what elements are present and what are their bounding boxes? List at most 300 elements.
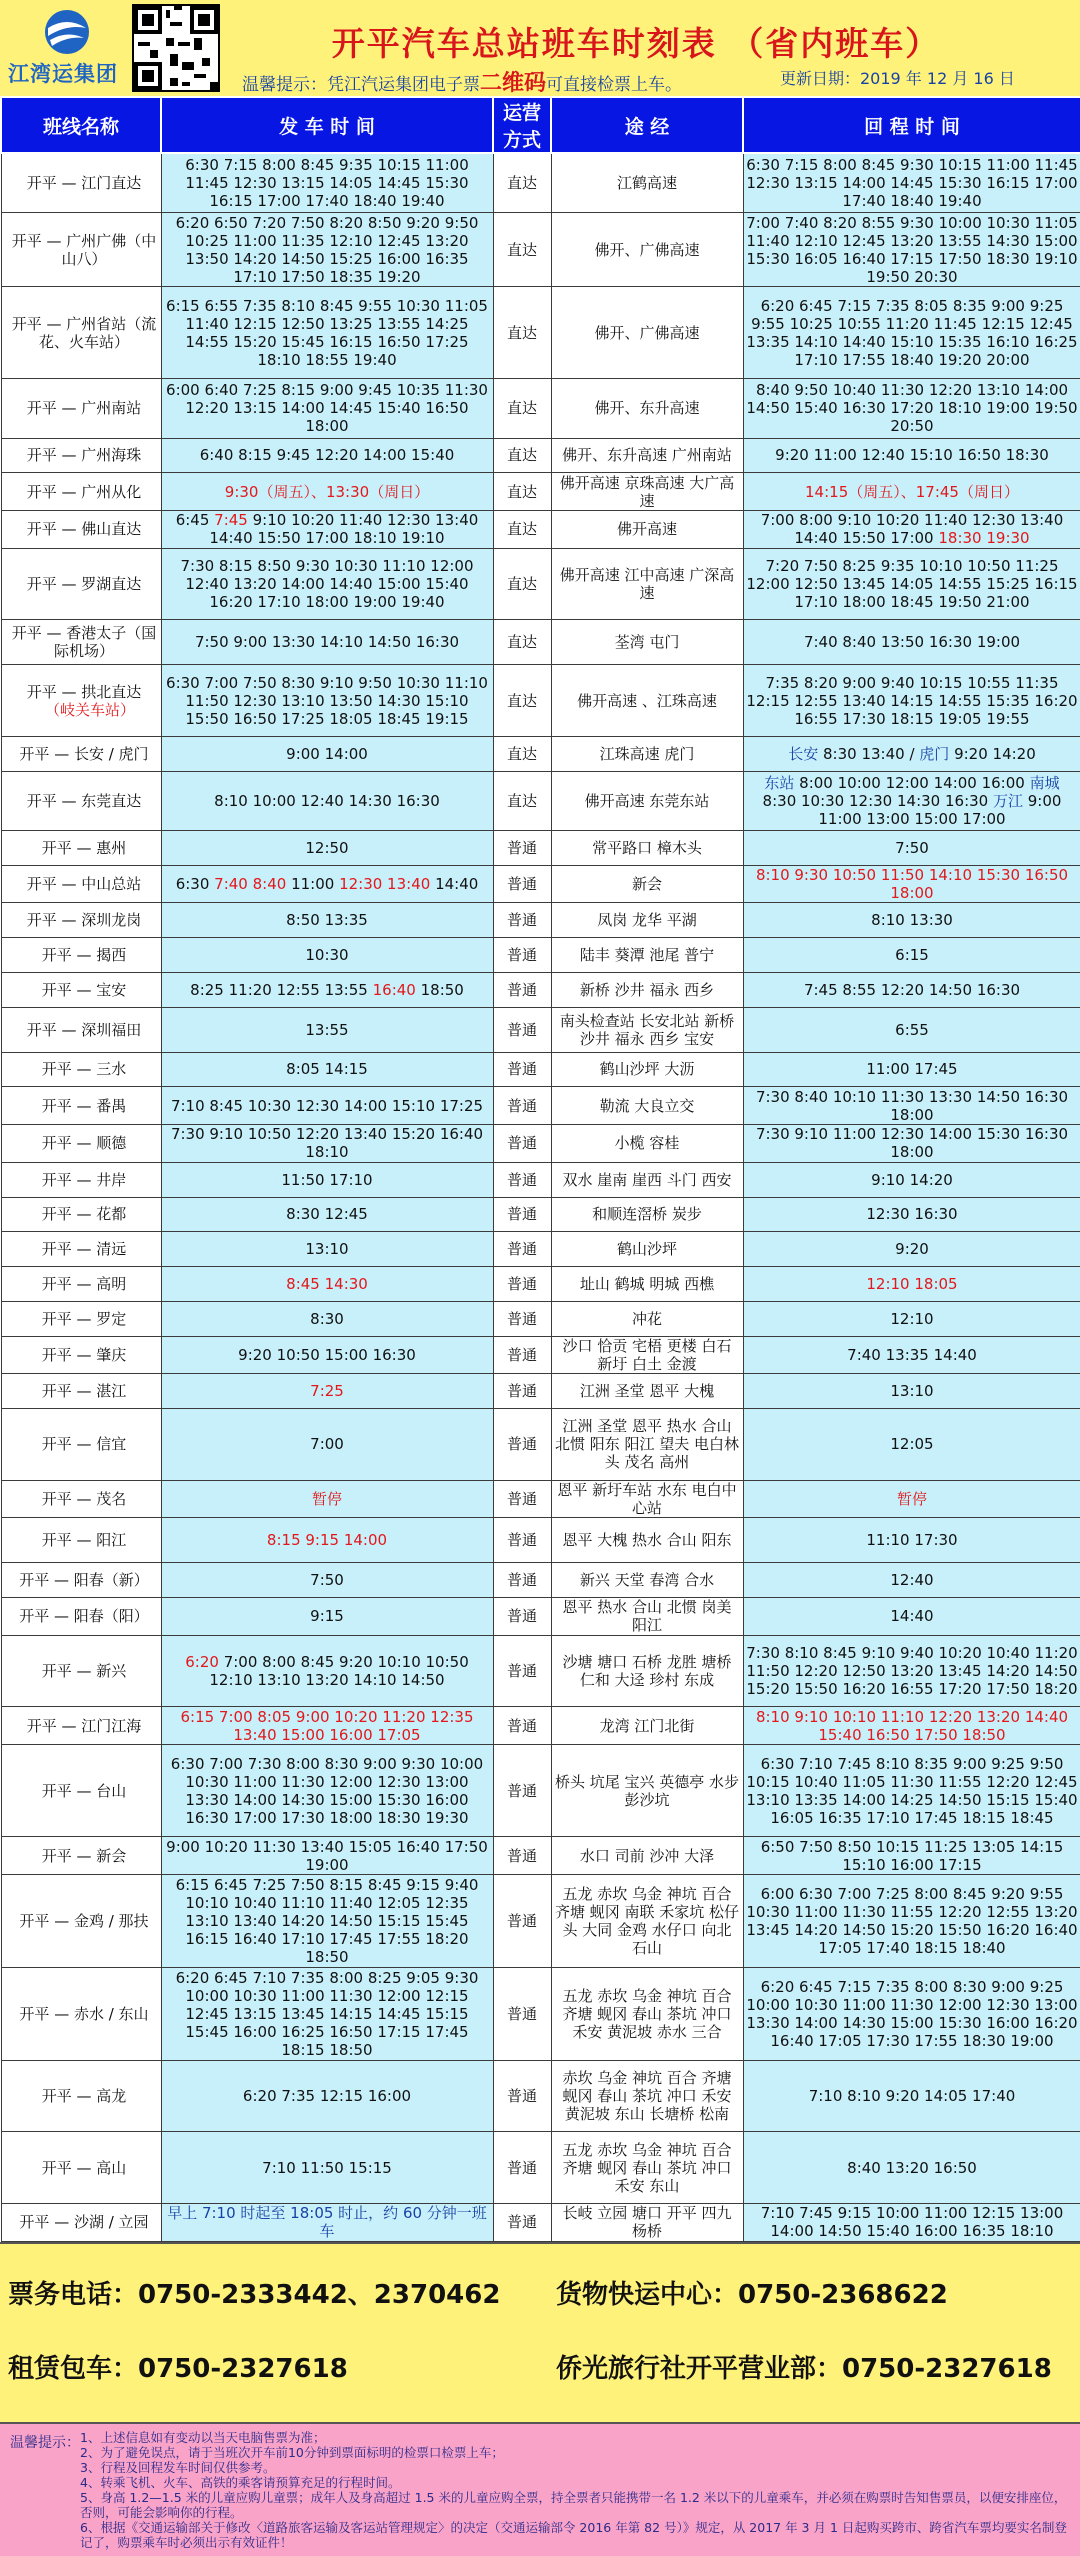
- route-name-cell: [1, 1745, 161, 1837]
- table-row: [1, 287, 1080, 379]
- via-cell: 佛开、广佛高速: [551, 287, 743, 379]
- mode-cell: 普通: [493, 865, 551, 903]
- departure-times-cell: [161, 1480, 493, 1518]
- return-times-cell: [743, 1745, 1080, 1837]
- via-cell: 长岐 立园 塘口 开平 四九 杨桥: [551, 2203, 743, 2241]
- time-text: 9:30（周五）、13:30（周日）: [224, 482, 430, 501]
- route-name: 开平 — 中山总站: [26, 874, 142, 893]
- time-text: 7:00 7:40 8:20 8:55 9:30 10:00 10:30 11:05 11:40 12:10 12:45 13:20 13:55 14:30 15:00 15:30 16:05 16:40 17:15 17:50 18:30 19:10 19:50 20:30: [746, 213, 1078, 286]
- table-row: [1, 1197, 1080, 1232]
- via-cell: 江洲 圣堂 恩平 大槐: [551, 1374, 743, 1409]
- time-text: 6:55: [895, 1020, 929, 1039]
- via-cell: 鹤山沙坪 大沥: [551, 1052, 743, 1087]
- time-text: 11:00 17:45: [866, 1060, 958, 1079]
- route-name-cell: [1, 1967, 161, 2060]
- cargo-phone: 货物快运中心：0750-2368622: [556, 2280, 948, 2310]
- route-name: 开平 — 香港太子（国际机场）: [11, 624, 157, 661]
- via-cell: 水口 司前 沙冲 大泽: [551, 1837, 743, 1875]
- notes-panel: [0, 2422, 1080, 2556]
- via-cell: 桥头 坑尾 宝兴 英德亭 水步 彭沙坑: [551, 1745, 743, 1837]
- route-name-cell: [1, 548, 161, 620]
- table-row: [1, 153, 1080, 212]
- departure-times-cell: [161, 1598, 493, 1636]
- return-times-cell: [743, 972, 1080, 1007]
- mode-cell: 直达: [493, 287, 551, 379]
- page-title: 开平汽车总站班车时刻表 （省内班车）: [331, 24, 941, 63]
- time-text: 7:25: [310, 1382, 344, 1401]
- notes-title: 温馨提示：: [10, 2435, 80, 2451]
- via-cell: 赤坎 乌金 神坑 百合 齐塘 蚬冈 春山 茶坑 冲口 禾安 黄泥坡 东山 长塘桥 松南: [551, 2060, 743, 2132]
- mode-cell: 直达: [493, 438, 551, 473]
- mode-cell: 普通: [493, 1707, 551, 1745]
- route-name-sub: （岐关车站）: [44, 700, 135, 719]
- time-text: 6:15 7:00 8:05 9:00 10:20 11:20 12:35 13:40 15:00 16:00 17:05: [180, 1707, 474, 1744]
- time-text: 13:10: [305, 1240, 349, 1259]
- mode-cell: 普通: [493, 1518, 551, 1563]
- departure-times-cell: [161, 1007, 493, 1052]
- mode-cell: 普通: [493, 2060, 551, 2132]
- route-name-cell: [1, 2203, 161, 2241]
- time-text: 11:10 17:30: [866, 1531, 958, 1550]
- route-name: 开平 — 湛江: [41, 1382, 127, 1401]
- table-header-row: [1, 97, 1080, 153]
- table-row: [1, 1162, 1080, 1197]
- route-name: 开平 — 高明: [41, 1274, 127, 1293]
- route-name-cell: [1, 438, 161, 473]
- time-text: 8:10 13:30: [871, 911, 953, 930]
- departure-times-cell: [161, 771, 493, 830]
- time-text: 9:15: [310, 1607, 344, 1626]
- mode-cell: 直达: [493, 548, 551, 620]
- return-times-cell: [743, 2060, 1080, 2132]
- route-name: 开平 — 番禺: [41, 1096, 127, 1115]
- return-times-cell: [743, 1480, 1080, 1518]
- time-text: 8:00 10:00 12:00 14:00 16:00: [794, 773, 1030, 792]
- route-name-cell: [1, 1874, 161, 1967]
- via-cell: 龙湾 江门北街: [551, 1707, 743, 1745]
- return-times-cell: [743, 379, 1080, 438]
- contact-panel: [0, 2242, 1080, 2422]
- return-times-cell: [743, 1007, 1080, 1052]
- time-text: 9:00 10:20 11:30 13:40 15:05 16:40 17:50 19:00: [166, 1837, 488, 1874]
- route-name-cell: [1, 736, 161, 771]
- time-text: 9:20 14:20: [949, 744, 1036, 763]
- logo-text: 江湾运集团: [8, 62, 118, 86]
- mode-cell: 直达: [493, 771, 551, 830]
- time-text: 18:30 19:30: [938, 529, 1030, 548]
- departure-times-cell: [161, 903, 493, 938]
- return-times-cell: [743, 1635, 1080, 1707]
- route-name-cell: [1, 1336, 161, 1374]
- departure-times-cell: [161, 1052, 493, 1087]
- route-name-cell: [1, 1598, 161, 1636]
- return-times-cell: [743, 1707, 1080, 1745]
- time-text: 9:20: [895, 1240, 929, 1259]
- schedule-table: [0, 96, 1080, 2242]
- route-name-cell: [1, 1087, 161, 1125]
- route-name: 开平 — 广州省站（流花、火车站）: [11, 314, 157, 351]
- time-text: 6:45: [175, 511, 215, 530]
- time-text: 12:10: [890, 1309, 934, 1328]
- time-text: 9:10 10:20 11:40 12:30 13:40 14:40 15:50 17:00 18:10 19:10: [209, 511, 479, 548]
- route-name: 开平 — 拱北直达: [26, 682, 142, 701]
- via-cell: 常平路口 樟木头: [551, 830, 743, 865]
- time-text: 9:00 11:00 13:00 15:00 17:00: [818, 791, 1062, 828]
- departure-times-cell: [161, 830, 493, 865]
- return-times-cell: [743, 1409, 1080, 1481]
- route-name: 开平 — 顺德: [41, 1134, 127, 1153]
- table-row: [1, 1052, 1080, 1087]
- via-cell: 址山 鹤城 明城 西樵: [551, 1267, 743, 1302]
- return-times-cell: [743, 1518, 1080, 1563]
- via-cell: 小榄 容桂: [551, 1125, 743, 1163]
- return-times-cell: [743, 665, 1080, 737]
- time-text: 12:05: [890, 1435, 934, 1454]
- table-row: [1, 473, 1080, 511]
- return-times-cell: [743, 212, 1080, 287]
- time-text: 18:50: [415, 980, 464, 999]
- departure-times-cell: [161, 665, 493, 737]
- return-times-cell: [743, 1162, 1080, 1197]
- route-name: 开平 — 罗定: [41, 1309, 127, 1328]
- route-name-cell: [1, 1563, 161, 1598]
- route-name: 开平 — 江门江海: [26, 1716, 142, 1735]
- via-cell: 荃湾 屯门: [551, 620, 743, 665]
- via-cell: 南头检查站 长安北站 新桥 沙井 福永 西乡 宝安: [551, 1007, 743, 1052]
- header: [0, 0, 1080, 96]
- route-name-cell: [1, 1409, 161, 1481]
- departure-times-cell: [161, 511, 493, 549]
- return-times-cell: [743, 865, 1080, 903]
- time-text: 6:20 6:45 7:15 7:35 8:00 8:30 9:00 9:25 10:00 10:30 11:00 11:30 12:00 12:30 13:00 13:30 14:00 14:30 15:00 15:30 16:00 16:20 16:40 17:05 17:30 17:55 18:30 19:00: [746, 1977, 1078, 2050]
- time-text: 11:00: [286, 874, 340, 893]
- departure-times-cell: [161, 1635, 493, 1707]
- col-header-return: 回 程 时 间: [743, 97, 1080, 153]
- time-text: 8:10 9:30 10:50 11:50 14:10 15:30 16:50 18:00: [755, 865, 1069, 902]
- table-row: [1, 1563, 1080, 1598]
- route-name-cell: [1, 1518, 161, 1563]
- table-row: [1, 1967, 1080, 2060]
- return-times-cell: [743, 1052, 1080, 1087]
- time-text: 6:30 7:00 7:30 8:00 8:30 9:00 9:30 10:00 10:30 11:00 11:30 12:00 12:30 13:00 13:30 14:00 14:30 15:00 15:30 16:00 16:30 17:00 17:30 18:00 18:30 19:30: [170, 1754, 484, 1827]
- time-text: 东站: [764, 773, 795, 792]
- table-row: [1, 1837, 1080, 1875]
- route-name: 开平 — 宝安: [41, 980, 127, 999]
- time-text: 早上 7:10 时起至 18:05 时止，约 60 分钟一班车: [167, 2204, 487, 2241]
- time-text: 12:50: [305, 838, 349, 857]
- route-name-cell: [1, 212, 161, 287]
- route-name-cell: [1, 1301, 161, 1336]
- time-text: 7:40 8:40: [214, 874, 287, 893]
- via-cell: 陆丰 葵潭 池尾 普宁: [551, 938, 743, 973]
- time-text: 6:30 7:00 7:50 8:30 9:10 9:50 10:30 11:10 11:50 12:30 13:10 13:50 14:30 15:10 15:50 16:50 17:25 18:05 18:45 19:15: [166, 673, 488, 728]
- table-row: [1, 212, 1080, 287]
- col-header-departure: 发 车 时 间: [161, 97, 493, 153]
- time-text: 7:50: [310, 1571, 344, 1590]
- route-name-cell: [1, 511, 161, 549]
- mode-cell: 普通: [493, 1598, 551, 1636]
- time-text: 6:00 6:40 7:25 8:15 9:00 9:45 10:35 11:30 12:20 13:15 14:00 14:45 15:40 16:50 18:00: [166, 381, 488, 436]
- route-name: 开平 — 信宜: [41, 1435, 127, 1454]
- note-item: 5、身高 1.2—1.5 米的儿童应购儿童票；成年人及身高超过 1.5 米的儿童应购全票，持全票者只能携带一名 1.2 米以下的儿童乘车，并必须在购票时告知售票员，以便安排座位，否则，可能会影响你的行程。: [80, 2490, 1067, 2520]
- time-text: 7:30 8:10 8:45 9:10 9:40 10:20 10:40 11:20 11:50 12:20 12:50 13:20 13:45 14:20 14:50 15:20 15:50 16:20 16:55 17:20 17:50 18:20: [746, 1644, 1078, 1699]
- via-cell: 沙口 恰贡 宅梧 更楼 白石 新圩 白土 金渡: [551, 1336, 743, 1374]
- col-header-via: 途 经: [551, 97, 743, 153]
- departure-times-cell: [161, 1336, 493, 1374]
- departure-times-cell: [161, 1232, 493, 1267]
- via-cell: 勒流 大良立交: [551, 1087, 743, 1125]
- via-cell: 佛开高速 江中高速 广深高速: [551, 548, 743, 620]
- route-name: 开平 — 深圳龙岗: [26, 911, 142, 930]
- time-text: 9:10 14:20: [871, 1170, 953, 1189]
- time-text: 6:20 6:45 7:10 7:35 8:00 8:25 9:05 9:30 10:00 10:30 11:00 11:30 12:00 12:15 12:45 13:15 13:45 14:15 14:45 15:15 15:45 16:00 16:25 16:50 17:15 17:45 18:15 18:50: [175, 1968, 479, 2059]
- return-times-cell: [743, 830, 1080, 865]
- route-name: 开平 — 罗湖直达: [26, 575, 142, 594]
- col-header-route-name: 班线名称: [1, 97, 161, 153]
- table-row: [1, 903, 1080, 938]
- time-text: 7:45 8:55 12:20 14:50 16:30: [803, 980, 1021, 999]
- route-name: 开平 — 新兴: [41, 1662, 127, 1681]
- ticket-phone: 票务电话：0750-2333442、2370462: [8, 2280, 501, 2310]
- return-times-cell: [743, 2203, 1080, 2241]
- route-name: 开平 — 阳江: [41, 1531, 127, 1550]
- departure-times-cell: [161, 2203, 493, 2241]
- time-text: 暂停: [896, 1489, 927, 1508]
- route-name: 开平 — 沙湖 / 立园: [19, 2213, 149, 2232]
- return-times-cell: [743, 736, 1080, 771]
- route-name: 开平 — 高山: [41, 2158, 127, 2177]
- mode-cell: 普通: [493, 1087, 551, 1125]
- time-text: 6:20 6:45 7:15 7:35 8:05 8:35 9:00 9:25 9:55 10:25 10:55 11:20 11:45 12:15 12:45 13:35 14:10 14:40 15:10 15:35 16:10 16:25 17:10 17:55 18:40 19:20 20:00: [746, 296, 1078, 369]
- route-name: 开平 — 广州海珠: [26, 446, 142, 465]
- via-cell: 佛开、东升高速: [551, 379, 743, 438]
- departure-times-cell: [161, 1125, 493, 1163]
- departure-times-cell: [161, 212, 493, 287]
- time-text: 7:50: [895, 838, 929, 857]
- time-text: 8:30 12:45: [286, 1205, 368, 1224]
- departure-times-cell: [161, 1267, 493, 1302]
- time-text: 8:40 9:50 10:40 11:30 12:20 13:10 14:00 14:50 15:40 16:30 17:20 18:10 19:00 19:50 20:50: [746, 381, 1078, 436]
- return-times-cell: [743, 473, 1080, 511]
- time-text: 6:15: [895, 945, 929, 964]
- table-row: [1, 665, 1080, 737]
- mode-cell: 普通: [493, 1409, 551, 1481]
- return-times-cell: [743, 511, 1080, 549]
- route-name-cell: [1, 1125, 161, 1163]
- mode-cell: 普通: [493, 938, 551, 973]
- route-name-cell: [1, 1232, 161, 1267]
- route-name: 开平 — 清远: [41, 1240, 127, 1259]
- departure-times-cell: [161, 2132, 493, 2204]
- mode-cell: 普通: [493, 1635, 551, 1707]
- time-text: 8:50 13:35: [286, 911, 368, 930]
- route-name-cell: [1, 1837, 161, 1875]
- route-name-cell: [1, 2132, 161, 2204]
- route-name: 开平 — 广州广佛（中山八）: [11, 231, 157, 268]
- return-times-cell: [743, 548, 1080, 620]
- time-text: 9:20 11:00 12:40 15:10 16:50 18:30: [775, 446, 1049, 465]
- route-name: 开平 — 肇庆: [41, 1345, 127, 1364]
- qr-code-icon[interactable]: [132, 4, 220, 92]
- departure-times-cell: [161, 2060, 493, 2132]
- route-name-cell: [1, 865, 161, 903]
- time-text: 6:20: [185, 1653, 219, 1672]
- return-times-cell: [743, 1874, 1080, 1967]
- time-text: 13:10: [890, 1382, 934, 1401]
- time-text: 12:30 16:30: [866, 1205, 958, 1224]
- time-text: 14:15（周五）、17:45（周日）: [805, 482, 1019, 501]
- time-text: 8:25 11:20 12:55 13:55: [190, 980, 373, 999]
- mode-cell: 普通: [493, 1007, 551, 1052]
- mode-cell: 普通: [493, 1125, 551, 1163]
- time-text: 13:55: [305, 1020, 349, 1039]
- time-text: 9:00 14:00: [286, 744, 368, 763]
- mode-cell: 直达: [493, 212, 551, 287]
- via-cell: 五龙 赤坎 乌金 神坑 百合 齐塘 蚬冈 春山 茶坑 冲口 禾安 黄泥坡 赤水 三合: [551, 1967, 743, 2060]
- table-row: [1, 938, 1080, 973]
- time-text: 7:40 8:40 13:50 16:30 19:00: [803, 633, 1021, 652]
- mode-cell: 普通: [493, 1197, 551, 1232]
- route-name-cell: [1, 903, 161, 938]
- note-item: 3、行程及回程发车时间仅供参考。: [80, 2460, 276, 2475]
- route-name-cell: [1, 1162, 161, 1197]
- return-times-cell: [743, 1598, 1080, 1636]
- note-item: 6、根据《交通运输部关于修改〈道路旅客运输及客运站管理规定〉的决定（交通运输部令 2016 年第 82 号）》规定，从 2017 年 3 月 1 日起购买跨市、跨省汽车票均要实名制登记了，购票乘车时必须出示有效证件！: [80, 2520, 1067, 2550]
- route-name-cell: [1, 379, 161, 438]
- route-name: 开平 — 赤水 / 东山: [19, 2004, 149, 2023]
- table-row: [1, 1745, 1080, 1837]
- return-times-cell: [743, 1125, 1080, 1163]
- route-name-cell: [1, 473, 161, 511]
- via-cell: 佛开高速 东莞东站: [551, 771, 743, 830]
- tip-text: 温馨提示：凭江汽运集团电子票二维码可直接检票上车。: [242, 71, 683, 96]
- table-row: [1, 1707, 1080, 1745]
- route-name: 开平 — 茂名: [41, 1489, 127, 1508]
- time-text: 长安: [788, 744, 819, 763]
- table-row: [1, 1336, 1080, 1374]
- schedule-body: [1, 153, 1080, 2242]
- mode-cell: 普通: [493, 903, 551, 938]
- route-name: 开平 — 江门直达: [26, 173, 142, 192]
- mode-cell: 普通: [493, 1563, 551, 1598]
- travel-agency-phone: 侨光旅行社开平营业部：0750-2327618: [556, 2354, 1052, 2384]
- departure-times-cell: [161, 1967, 493, 2060]
- time-text: 8:15 9:15 14:00: [266, 1531, 388, 1550]
- via-cell: 和顺连滘桥 炭步: [551, 1197, 743, 1232]
- time-text: 6:15 6:45 7:25 7:50 8:15 8:45 9:15 9:40 10:10 10:40 11:10 11:40 12:05 12:35 13:10 13:40 14:20 14:50 15:15 15:45 16:15 16:40 17:10 17:45 17:55 18:20 18:50: [175, 1875, 479, 1966]
- table-row: [1, 972, 1080, 1007]
- route-name: 开平 — 阳春（阳）: [19, 1607, 149, 1626]
- time-text: 6:00 6:30 7:00 7:25 8:00 8:45 9:20 9:55 10:30 11:00 11:30 11:55 12:20 12:55 13:20 13:45 14:20 14:50 15:20 15:50 16:20 16:40 17:05 17:40 18:15 18:40: [746, 1884, 1078, 1957]
- departure-times-cell: [161, 548, 493, 620]
- departure-times-cell: [161, 1197, 493, 1232]
- time-text: 6:50 7:50 8:50 10:15 11:25 13:05 14:15 15:10 16:00 17:15: [760, 1837, 1064, 1874]
- time-text: 7:30 9:10 10:50 12:20 13:40 15:20 16:40 18:10: [170, 1125, 484, 1162]
- table-row: [1, 620, 1080, 665]
- time-text: 8:05 14:15: [286, 1060, 368, 1079]
- mode-cell: 普通: [493, 1745, 551, 1837]
- mode-cell: 普通: [493, 830, 551, 865]
- time-text: 8:45 14:30: [286, 1274, 368, 1293]
- departure-times-cell: [161, 153, 493, 212]
- time-text: 8:40 13:20 16:50: [847, 2158, 977, 2177]
- route-name-cell: [1, 1267, 161, 1302]
- time-text: 7:00 8:00 9:10 10:20 11:40 12:30 13:40 14:40 15:50 17:00: [760, 511, 1064, 548]
- mode-cell: 普通: [493, 1162, 551, 1197]
- route-name: 开平 — 井岸: [41, 1170, 127, 1189]
- time-text: 11:50 17:10: [281, 1170, 373, 1189]
- route-name: 开平 — 阳春（新）: [19, 1571, 149, 1590]
- time-text: 9:20 10:50 15:00 16:30: [238, 1345, 416, 1364]
- departure-times-cell: [161, 1837, 493, 1875]
- mode-cell: 直达: [493, 511, 551, 549]
- col-header-mode: 运营方式: [493, 97, 551, 153]
- return-times-cell: [743, 1301, 1080, 1336]
- time-text: 8:10 9:10 10:10 11:10 12:20 13:20 14:40 15:40 16:50 17:50 18:50: [755, 1707, 1069, 1744]
- time-text: 万江: [992, 791, 1023, 810]
- departure-times-cell: [161, 736, 493, 771]
- route-name-cell: [1, 972, 161, 1007]
- table-row: [1, 379, 1080, 438]
- via-cell: 江洲 圣堂 恩平 热水 合山 北惯 阳东 阳江 望夫 电白林头 茂名 高州: [551, 1409, 743, 1481]
- table-row: [1, 2203, 1080, 2241]
- table-row: [1, 830, 1080, 865]
- route-name: 开平 — 新会: [41, 1846, 127, 1865]
- route-name: 开平 — 金鸡 / 那扶: [19, 1911, 149, 1930]
- mode-cell: 普通: [493, 1874, 551, 1967]
- departure-times-cell: [161, 972, 493, 1007]
- notes-list: [80, 2430, 1070, 2550]
- route-name-cell: [1, 287, 161, 379]
- time-text: 16:40: [372, 980, 416, 999]
- mode-cell: 普通: [493, 1967, 551, 2060]
- time-text: 12:10 18:05: [866, 1274, 958, 1293]
- time-text: 6:30 7:10 7:45 8:10 8:35 9:00 9:25 9:50 10:15 10:40 11:05 11:30 11:55 12:20 12:45 13:10 13:35 14:00 14:25 14:50 15:15 15:40 16:05 16:35 17:10 17:45 18:15 18:45: [746, 1754, 1078, 1827]
- route-name: 开平 — 三水: [41, 1060, 127, 1079]
- table-row: [1, 736, 1080, 771]
- departure-times-cell: [161, 379, 493, 438]
- departure-times-cell: [161, 1162, 493, 1197]
- mode-cell: 普通: [493, 1052, 551, 1087]
- mode-cell: 直达: [493, 736, 551, 771]
- note-item: 2、为了避免误点，请于当班次开车前10分钟到票面标明的检票口检票上车；: [80, 2445, 504, 2460]
- table-row: [1, 1874, 1080, 1967]
- departure-times-cell: [161, 1087, 493, 1125]
- route-name-cell: [1, 771, 161, 830]
- via-cell: 佛开高速: [551, 511, 743, 549]
- via-cell: 新兴 天堂 春湾 合水: [551, 1563, 743, 1598]
- time-text: 7:40 13:35 14:40: [847, 1345, 977, 1364]
- return-times-cell: [743, 1197, 1080, 1232]
- departure-times-cell: [161, 473, 493, 511]
- mode-cell: 普通: [493, 1336, 551, 1374]
- note-item: 1、上述信息如有变动以当天电脑售票为准；: [80, 2430, 326, 2445]
- route-name: 开平 — 揭西: [41, 945, 127, 964]
- table-row: [1, 771, 1080, 830]
- time-text: 6:30 7:15 8:00 8:45 9:35 10:15 11:00 11:45 12:30 13:15 14:05 14:45 15:30 16:15 17:00 17:40 18:40 19:40: [185, 155, 469, 210]
- route-name: 开平 — 深圳福田: [26, 1020, 142, 1039]
- route-name-cell: [1, 665, 161, 737]
- return-times-cell: [743, 1232, 1080, 1267]
- route-name: 开平 — 广州南站: [26, 399, 142, 418]
- departure-times-cell: [161, 1374, 493, 1409]
- departure-times-cell: [161, 1409, 493, 1481]
- mode-cell: 普通: [493, 2203, 551, 2241]
- mode-cell: 普通: [493, 972, 551, 1007]
- table-row: [1, 1374, 1080, 1409]
- time-text: 7:20 7:50 8:25 9:35 10:10 10:50 11:25 12:00 12:50 13:45 14:05 14:55 15:25 16:15 17:10 18:00 18:45 19:50 21:00: [746, 557, 1078, 612]
- departure-times-cell: [161, 1707, 493, 1745]
